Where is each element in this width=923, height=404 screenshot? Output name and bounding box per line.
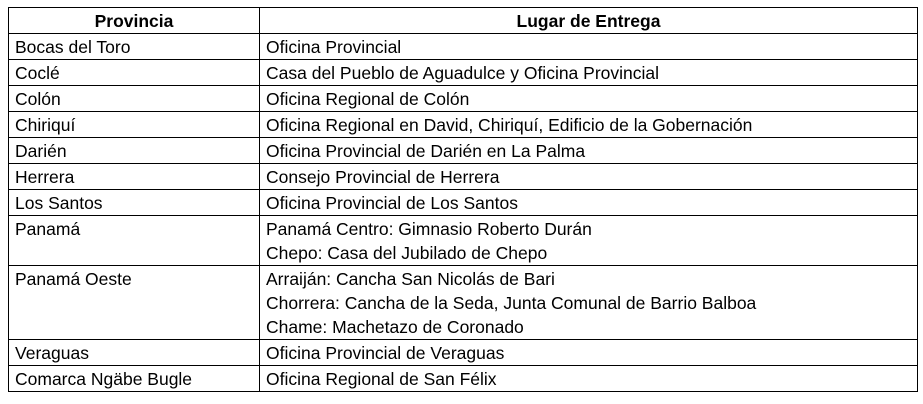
table-row (9, 190, 918, 216)
lugar-cell (260, 216, 918, 266)
table-row (9, 138, 918, 164)
lugar-cell (260, 164, 918, 190)
lugar-cell (260, 266, 918, 340)
lugar-line: Arraiján: Cancha San Nicolás de Bari (266, 269, 555, 289)
lugar-cell (260, 112, 918, 138)
lugar-line: Consejo Provincial de Herrera (266, 167, 500, 187)
lugar-cell (260, 60, 918, 86)
delivery-locations-table (8, 7, 918, 392)
lugar-line: Chame: Machetazo de Coronado (266, 317, 524, 337)
lugar-cell (260, 138, 918, 164)
lugar-line: Chorrera: Cancha de la Seda, Junta Comunal de Barrio Balboa (266, 293, 757, 313)
table-row (9, 60, 918, 86)
provincia-cell: Colón (9, 86, 260, 112)
provincia-cell: Bocas del Toro (9, 34, 260, 60)
lugar-line: Oficina Regional de San Félix (266, 369, 497, 389)
provincia-cell: Panamá (9, 216, 260, 266)
lugar-line: Panamá Centro: Gimnasio Roberto Durán (266, 219, 592, 239)
lugar-line: Chepo: Casa del Jubilado de Chepo (266, 243, 548, 263)
provincia-cell: Darién (9, 138, 260, 164)
lugar-line: Oficina Provincial de Los Santos (266, 193, 518, 213)
lugar-cell (260, 34, 918, 60)
lugar-cell (260, 366, 918, 392)
provincia-cell: Panamá Oeste (9, 266, 260, 340)
lugar-cell (260, 86, 918, 112)
lugar-cell (260, 190, 918, 216)
table-row (9, 112, 918, 138)
header-row (9, 8, 918, 34)
table-row (9, 266, 918, 340)
table-row (9, 366, 918, 392)
lugar-line: Oficina Provincial (266, 37, 402, 57)
table-row (9, 164, 918, 190)
lugar-line: Oficina Provincial de Veraguas (266, 343, 505, 363)
header-provincia: Provincia (9, 8, 260, 34)
lugar-line: Oficina Regional en David, Chiriquí, Edificio de la Gobernación (266, 115, 753, 135)
lugar-line: Oficina Provincial de Darién en La Palma (266, 141, 586, 161)
provincia-cell: Herrera (9, 164, 260, 190)
provincia-cell: Los Santos (9, 190, 260, 216)
table-row (9, 340, 918, 366)
table-row (9, 86, 918, 112)
lugar-cell (260, 340, 918, 366)
header-lugar-de-entrega: Lugar de Entrega (260, 8, 918, 34)
provincia-cell: Chiriquí (9, 112, 260, 138)
lugar-line: Casa del Pueblo de Aguadulce y Oficina Provincial (266, 63, 660, 83)
lugar-line: Oficina Regional de Colón (266, 89, 470, 109)
table-row (9, 34, 918, 60)
table-row (9, 216, 918, 266)
provincia-cell: Coclé (9, 60, 260, 86)
provincia-cell: Veraguas (9, 340, 260, 366)
provincia-cell: Comarca Ngäbe Bugle (9, 366, 260, 392)
